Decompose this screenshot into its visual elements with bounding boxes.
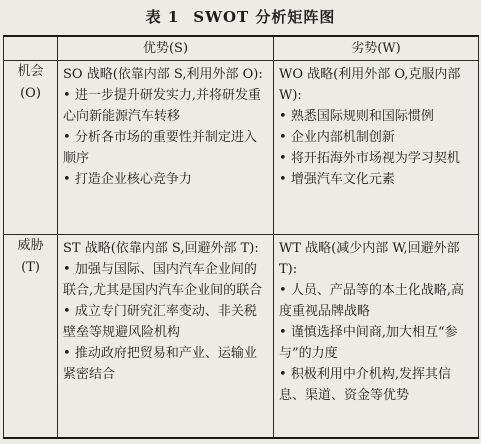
row-opportunities	[4, 60, 479, 234]
row-threats	[4, 234, 479, 438]
table-title: SWOT 分析矩阵图	[193, 8, 336, 26]
table-number: 表 1	[145, 8, 180, 26]
row-header-code: (O)	[20, 85, 41, 101]
column-header-strengths: 优势(S)	[58, 36, 274, 60]
row-header-threats	[4, 234, 58, 438]
strategy-title: SO 战略(依靠内部 S,利用外部 O):	[63, 66, 263, 82]
cell-wo-strategy	[274, 60, 479, 234]
strategy-item: • 人员、产品等的本土化战略,高度重视品牌战略	[279, 280, 474, 322]
strategy-item: • 打造企业核心竞争力	[63, 169, 269, 190]
corner-cell	[4, 36, 58, 60]
cell-st-strategy	[58, 234, 274, 438]
cell-wt-strategy	[274, 234, 479, 438]
row-header-label: 威胁	[17, 237, 44, 253]
strategy-item: • 推动政府把贸易和产业、运输业紧密结合	[63, 343, 269, 385]
strategy-item: • 积极利用中介机构,发挥其信息、渠道、资金等优势	[279, 364, 474, 406]
strategy-item: • 成立专门研究汇率变动、非关税壁垒等规避风险机构	[63, 301, 269, 343]
strategy-title: WO 战略(利用外部 O,克服内部 W):	[279, 66, 461, 103]
strategy-item: • 进一步提升研发实力,并将研发重心向新能源汽车转移	[63, 85, 269, 127]
cell-so-strategy	[58, 60, 274, 234]
strategy-item: • 增强汽车文化元素	[279, 169, 474, 190]
swot-matrix-table	[3, 35, 479, 439]
strategy-item: • 谨慎选择中间商,加大相互“参与”的力度	[279, 322, 474, 364]
column-header-weaknesses: 劣势(W)	[274, 36, 479, 60]
header-row	[4, 36, 479, 60]
table-caption	[0, 4, 481, 30]
strategy-item: • 分析各市场的重要性并制定进入顺序	[63, 127, 269, 169]
row-header-opportunities	[4, 60, 58, 234]
strategy-item: • 加强与国际、国内汽车企业间的联合,尤其是国内汽车企业间的联合	[63, 259, 269, 301]
strategy-item: • 熟悉国际规则和国际惯例	[279, 106, 474, 127]
strategy-item: • 将开拓海外市场视为学习契机	[279, 148, 474, 169]
strategy-title: ST 战略(依靠内部 S,回避外部 T):	[63, 240, 259, 256]
strategy-item: • 企业内部机制创新	[279, 127, 474, 148]
row-header-code: (T)	[21, 259, 40, 275]
row-header-label: 机会	[17, 63, 44, 79]
strategy-title: WT 战略(减少内部 W,回避外部 T):	[279, 240, 460, 277]
